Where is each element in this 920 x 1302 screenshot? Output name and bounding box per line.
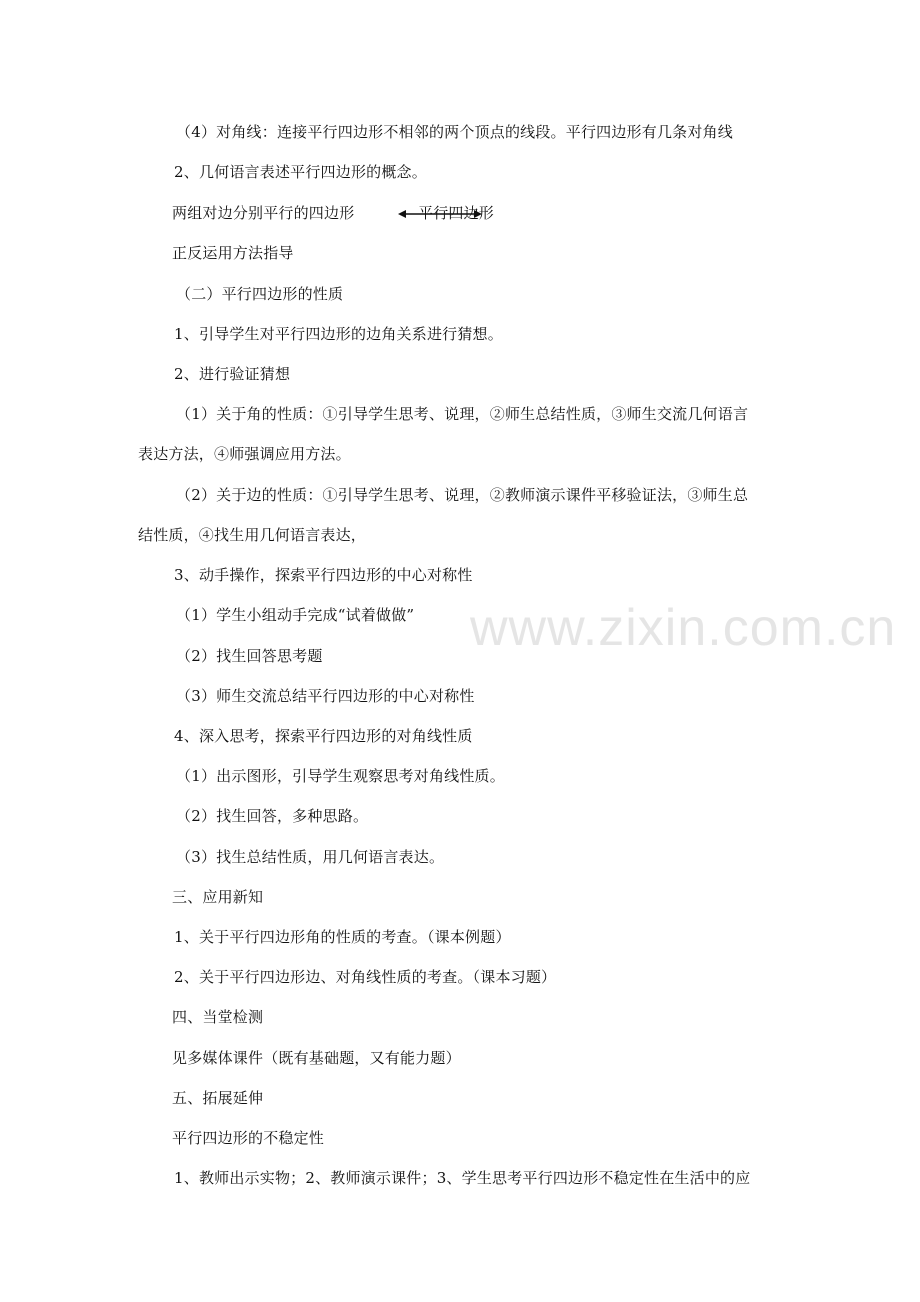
text-line: 五、拓展延伸 bbox=[172, 1089, 264, 1107]
watermark: www.zixin.com.cn bbox=[470, 599, 897, 657]
text-line: 表达方法，④师强调应用方法。 bbox=[138, 445, 351, 463]
text-line: 结性质，④找生用几何语言表达， bbox=[138, 526, 367, 544]
text-line: （3）师生交流总结平行四边形的中心对称性 bbox=[176, 687, 475, 705]
text-line: （2）找生回答，多种思路。 bbox=[176, 807, 369, 825]
text-line: 3、动手操作，探索平行四边形的中心对称性 bbox=[174, 566, 473, 584]
text-line: 四、当堂检测 bbox=[172, 1008, 264, 1026]
text-line: （4）对角线：连接平行四边形不相邻的两个顶点的线段。平行四边形有几条对角线 bbox=[176, 123, 733, 141]
text-line: （二）平行四边形的性质 bbox=[176, 285, 344, 303]
text-line: （1）关于角的性质：①引导学生思考、说理，②师生总结性质，③师生交流几何语言 bbox=[176, 405, 749, 423]
text-line: 三、应用新知 bbox=[172, 888, 264, 906]
text-line: 1、引导学生对平行四边形的边角关系进行猜想。 bbox=[174, 325, 503, 343]
text-line: 平行四边形的不稳定性 bbox=[172, 1129, 325, 1147]
text-line: 2、几何语言表述平行四边形的概念。 bbox=[174, 163, 427, 181]
text-line: （3）找生总结性质，用几何语言表达。 bbox=[176, 848, 445, 866]
text-line: 见多媒体课件（既有基础题，又有能力题） bbox=[172, 1049, 461, 1067]
text-line: 1、关于平行四边形角的性质的考查。（课本例题） bbox=[174, 928, 511, 946]
text-line: （1）出示图形，引导学生观察思考对角线性质。 bbox=[176, 767, 505, 785]
text-line: （2）找生回答思考题 bbox=[176, 647, 323, 665]
text-line: 4、深入思考，探索平行四边形的对角线性质 bbox=[174, 727, 473, 745]
text-line: （2）关于边的性质：①引导学生思考、说理，②教师演示课件平移验证法，③师生总 bbox=[176, 486, 749, 504]
text-line: 2、进行验证猜想 bbox=[174, 365, 291, 383]
text-line: 正反运用方法指导 bbox=[172, 244, 294, 262]
text-line: 1、教师出示实物；2、教师演示课件；3、学生思考平行四边形不稳定性在生活中的应 bbox=[174, 1169, 751, 1187]
text-line: 平行四边形 bbox=[418, 204, 495, 222]
text-line: （1）学生小组动手完成“试着做做” bbox=[176, 606, 415, 624]
text-line: 2、关于平行四边形边、对角线性质的考查。（课本习题） bbox=[174, 968, 557, 986]
text-line: 两组对边分别平行的四边形 bbox=[172, 204, 355, 222]
